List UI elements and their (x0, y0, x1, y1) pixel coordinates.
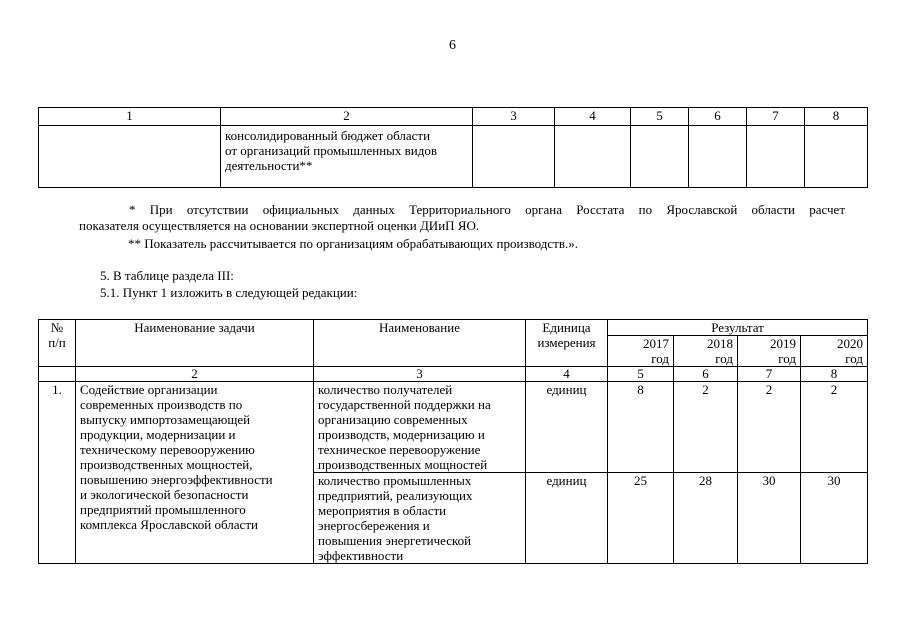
cell-line: предприятий, реализующих (318, 488, 473, 503)
table-cell-indicator (221, 126, 473, 188)
value-cell: 2 (674, 382, 738, 473)
column-number-row (39, 367, 868, 382)
value-cell: 28 (674, 473, 738, 564)
column-number: 6 (674, 367, 738, 382)
col-header: 3 (473, 108, 555, 126)
task-cell (76, 382, 314, 564)
header-text: № (50, 320, 64, 335)
unit-cell: единиц (526, 473, 608, 564)
header-unit (526, 320, 608, 367)
value-cell: 8 (608, 382, 674, 473)
col-header: 8 (805, 108, 868, 126)
cell-line: государственной поддержки на (318, 397, 491, 412)
value-cell: 2 (738, 382, 801, 473)
col-header: 4 (555, 108, 631, 126)
value-cell: 25 (608, 473, 674, 564)
year-value: 2020 (837, 336, 864, 351)
continuation-table (38, 107, 868, 188)
cell-line: деятельности** (225, 158, 313, 173)
results-table (38, 319, 868, 564)
cell-line: организацию современных (318, 412, 468, 427)
column-number: 4 (526, 367, 608, 382)
year-suffix: год (845, 351, 864, 366)
cell-line: предприятий промышленного (80, 502, 246, 517)
header-number (39, 320, 76, 367)
unit-cell: единиц (526, 382, 608, 473)
header-year (674, 336, 738, 367)
cell-line: техническому перевооружению (80, 442, 255, 457)
table-header-row (39, 320, 868, 336)
cell-line: и экологической безопасности (80, 487, 249, 502)
column-number: 7 (738, 367, 801, 382)
cell-line: повышения энергетической (318, 533, 472, 548)
footnote-2: ** Показатель рассчитывается по организациям обрабатывающих производств.». (128, 236, 578, 251)
header-year (738, 336, 801, 367)
column-number: 2 (76, 367, 314, 382)
column-number: 8 (801, 367, 868, 382)
table-cell (689, 126, 747, 188)
column-number: 3 (314, 367, 526, 382)
column-number: 5 (608, 367, 674, 382)
table-cell (631, 126, 689, 188)
cell-line: мероприятия в области (318, 503, 447, 518)
cell-line: количество промышленных (318, 473, 472, 488)
value-cell: 2 (801, 382, 868, 473)
cell-line: современных производств по (80, 397, 243, 412)
cell-line: выпуску импортозамещающей (80, 412, 251, 427)
header-result: Результат (608, 320, 868, 336)
year-suffix: год (715, 351, 733, 366)
table-row (39, 126, 868, 188)
indicator-name-cell (314, 473, 526, 564)
header-text: п/п (48, 335, 66, 350)
footnote-1 (79, 202, 845, 234)
header-year (801, 336, 868, 367)
cell-line: производств, модернизацию и (318, 427, 485, 442)
year-value: 2019 (770, 336, 796, 351)
row-number: 1. (39, 382, 76, 564)
value-cell: 30 (801, 473, 868, 564)
section-heading: 5. В таблице раздела III: (100, 268, 234, 283)
cell-line: производственных мощностей, (80, 457, 253, 472)
cell-line: производственных мощностей (318, 457, 488, 472)
table-cell (39, 126, 221, 188)
header-name: Наименование (314, 320, 526, 367)
cell-line: повышению энергоэффективности (80, 472, 273, 487)
cell-line: Содействие организации (80, 382, 218, 397)
header-year (608, 336, 674, 367)
header-text: измерения (537, 335, 596, 350)
col-header: 1 (39, 108, 221, 126)
indicator-name-cell (314, 382, 526, 473)
value-cell: 30 (738, 473, 801, 564)
cell-line: количество получателей (318, 382, 453, 397)
year-value: 2017 (643, 336, 669, 351)
col-header: 6 (689, 108, 747, 126)
cell-line: от организаций промышленных видов (225, 143, 437, 158)
table-cell (555, 126, 631, 188)
page-number: 6 (449, 38, 456, 53)
col-header: 5 (631, 108, 689, 126)
year-suffix: год (651, 351, 669, 366)
col-header: 2 (221, 108, 473, 126)
cell-line: консолидированный бюджет области (225, 128, 431, 143)
year-value: 2018 (707, 336, 733, 351)
footnote-1-line-2: показателя осуществляется на основании экспертной оценки ДИиП ЯО. (79, 218, 480, 233)
table-cell (473, 126, 555, 188)
cell-line: энергосбережения и (318, 518, 430, 533)
cell-line: эффективности (318, 548, 404, 563)
cell-line: продукции, модернизации и (80, 427, 236, 442)
header-task: Наименование задачи (76, 320, 314, 367)
cell-line: комплекса Ярославской области (80, 517, 258, 532)
col-header: 7 (747, 108, 805, 126)
cell-line: техническое перевооружение (318, 442, 481, 457)
table-row (39, 382, 868, 473)
year-suffix: год (778, 351, 796, 366)
footnote-1-line-1: * При отсутствии официальных данных Территориального органа Росстата по Ярославской области расчет (129, 202, 845, 217)
table-cell (747, 126, 805, 188)
column-number (39, 367, 76, 382)
section-subheading: 5.1. Пункт 1 изложить в следующей редакции: (100, 285, 358, 300)
table-header-row (39, 108, 868, 126)
table-cell (805, 126, 868, 188)
header-text: Единица (542, 320, 591, 335)
